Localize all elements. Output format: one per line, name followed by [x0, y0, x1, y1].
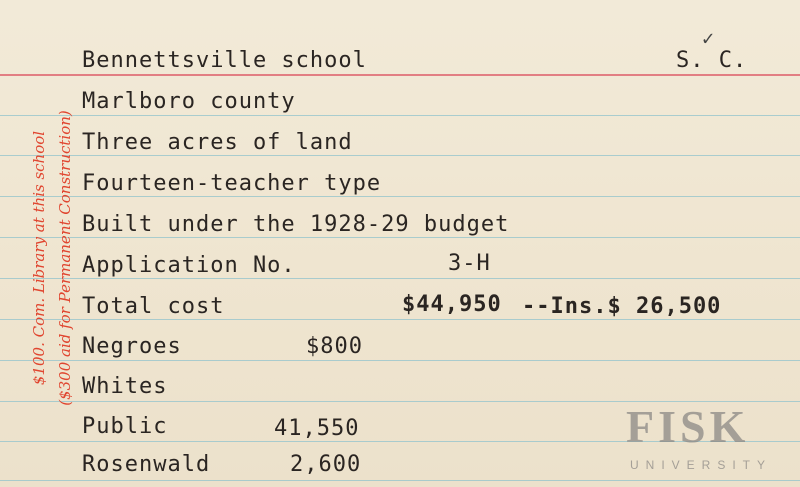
margin-note-line: ($300 aid for Permanent Construction): [56, 110, 74, 406]
county-line: Marlboro county: [82, 89, 296, 114]
fisk-university-watermark: [626, 400, 796, 480]
funding-amount: 2,600: [290, 452, 362, 477]
total-cost-label: Total cost: [82, 294, 225, 319]
application-label: Application No.: [82, 253, 296, 278]
type-line: Fourteen-teacher type: [82, 171, 382, 196]
check-mark-icon: ✓: [702, 26, 715, 50]
funding-label: Public: [82, 414, 168, 439]
ruled-line: [0, 115, 800, 116]
state-abbrev: S. C.: [676, 48, 748, 73]
ruled-line: [0, 278, 800, 279]
logo-word: FISK: [626, 401, 750, 452]
school-name: Bennettsville school: [82, 48, 367, 73]
funding-label: Whites: [82, 374, 168, 399]
funding-label: Negroes: [82, 334, 182, 359]
total-cost-value: $44,950: [402, 292, 502, 317]
budget-line: Built under the 1928-29 budget: [82, 212, 510, 237]
funding-amount: 41,550: [274, 416, 360, 441]
application-value: 3-H: [448, 251, 491, 276]
ruled-line: [0, 237, 800, 238]
logo-subtitle: UNIVERSITY: [630, 458, 773, 472]
land-line: Three acres of land: [82, 130, 353, 155]
ruled-line: [0, 196, 800, 197]
header-rule: [0, 74, 800, 76]
insurance-value: --Ins.$ 26,500: [522, 294, 722, 319]
ruled-line: [0, 360, 800, 361]
funding-label: Rosenwald: [82, 452, 211, 477]
handwritten-margin-note: [26, 48, 78, 468]
ruled-line: [0, 480, 800, 481]
margin-note-line: $100. Com. Library at this school: [30, 130, 48, 386]
funding-amount: $800: [306, 334, 363, 359]
ruled-line: [0, 155, 800, 156]
ruled-line: [0, 319, 800, 320]
